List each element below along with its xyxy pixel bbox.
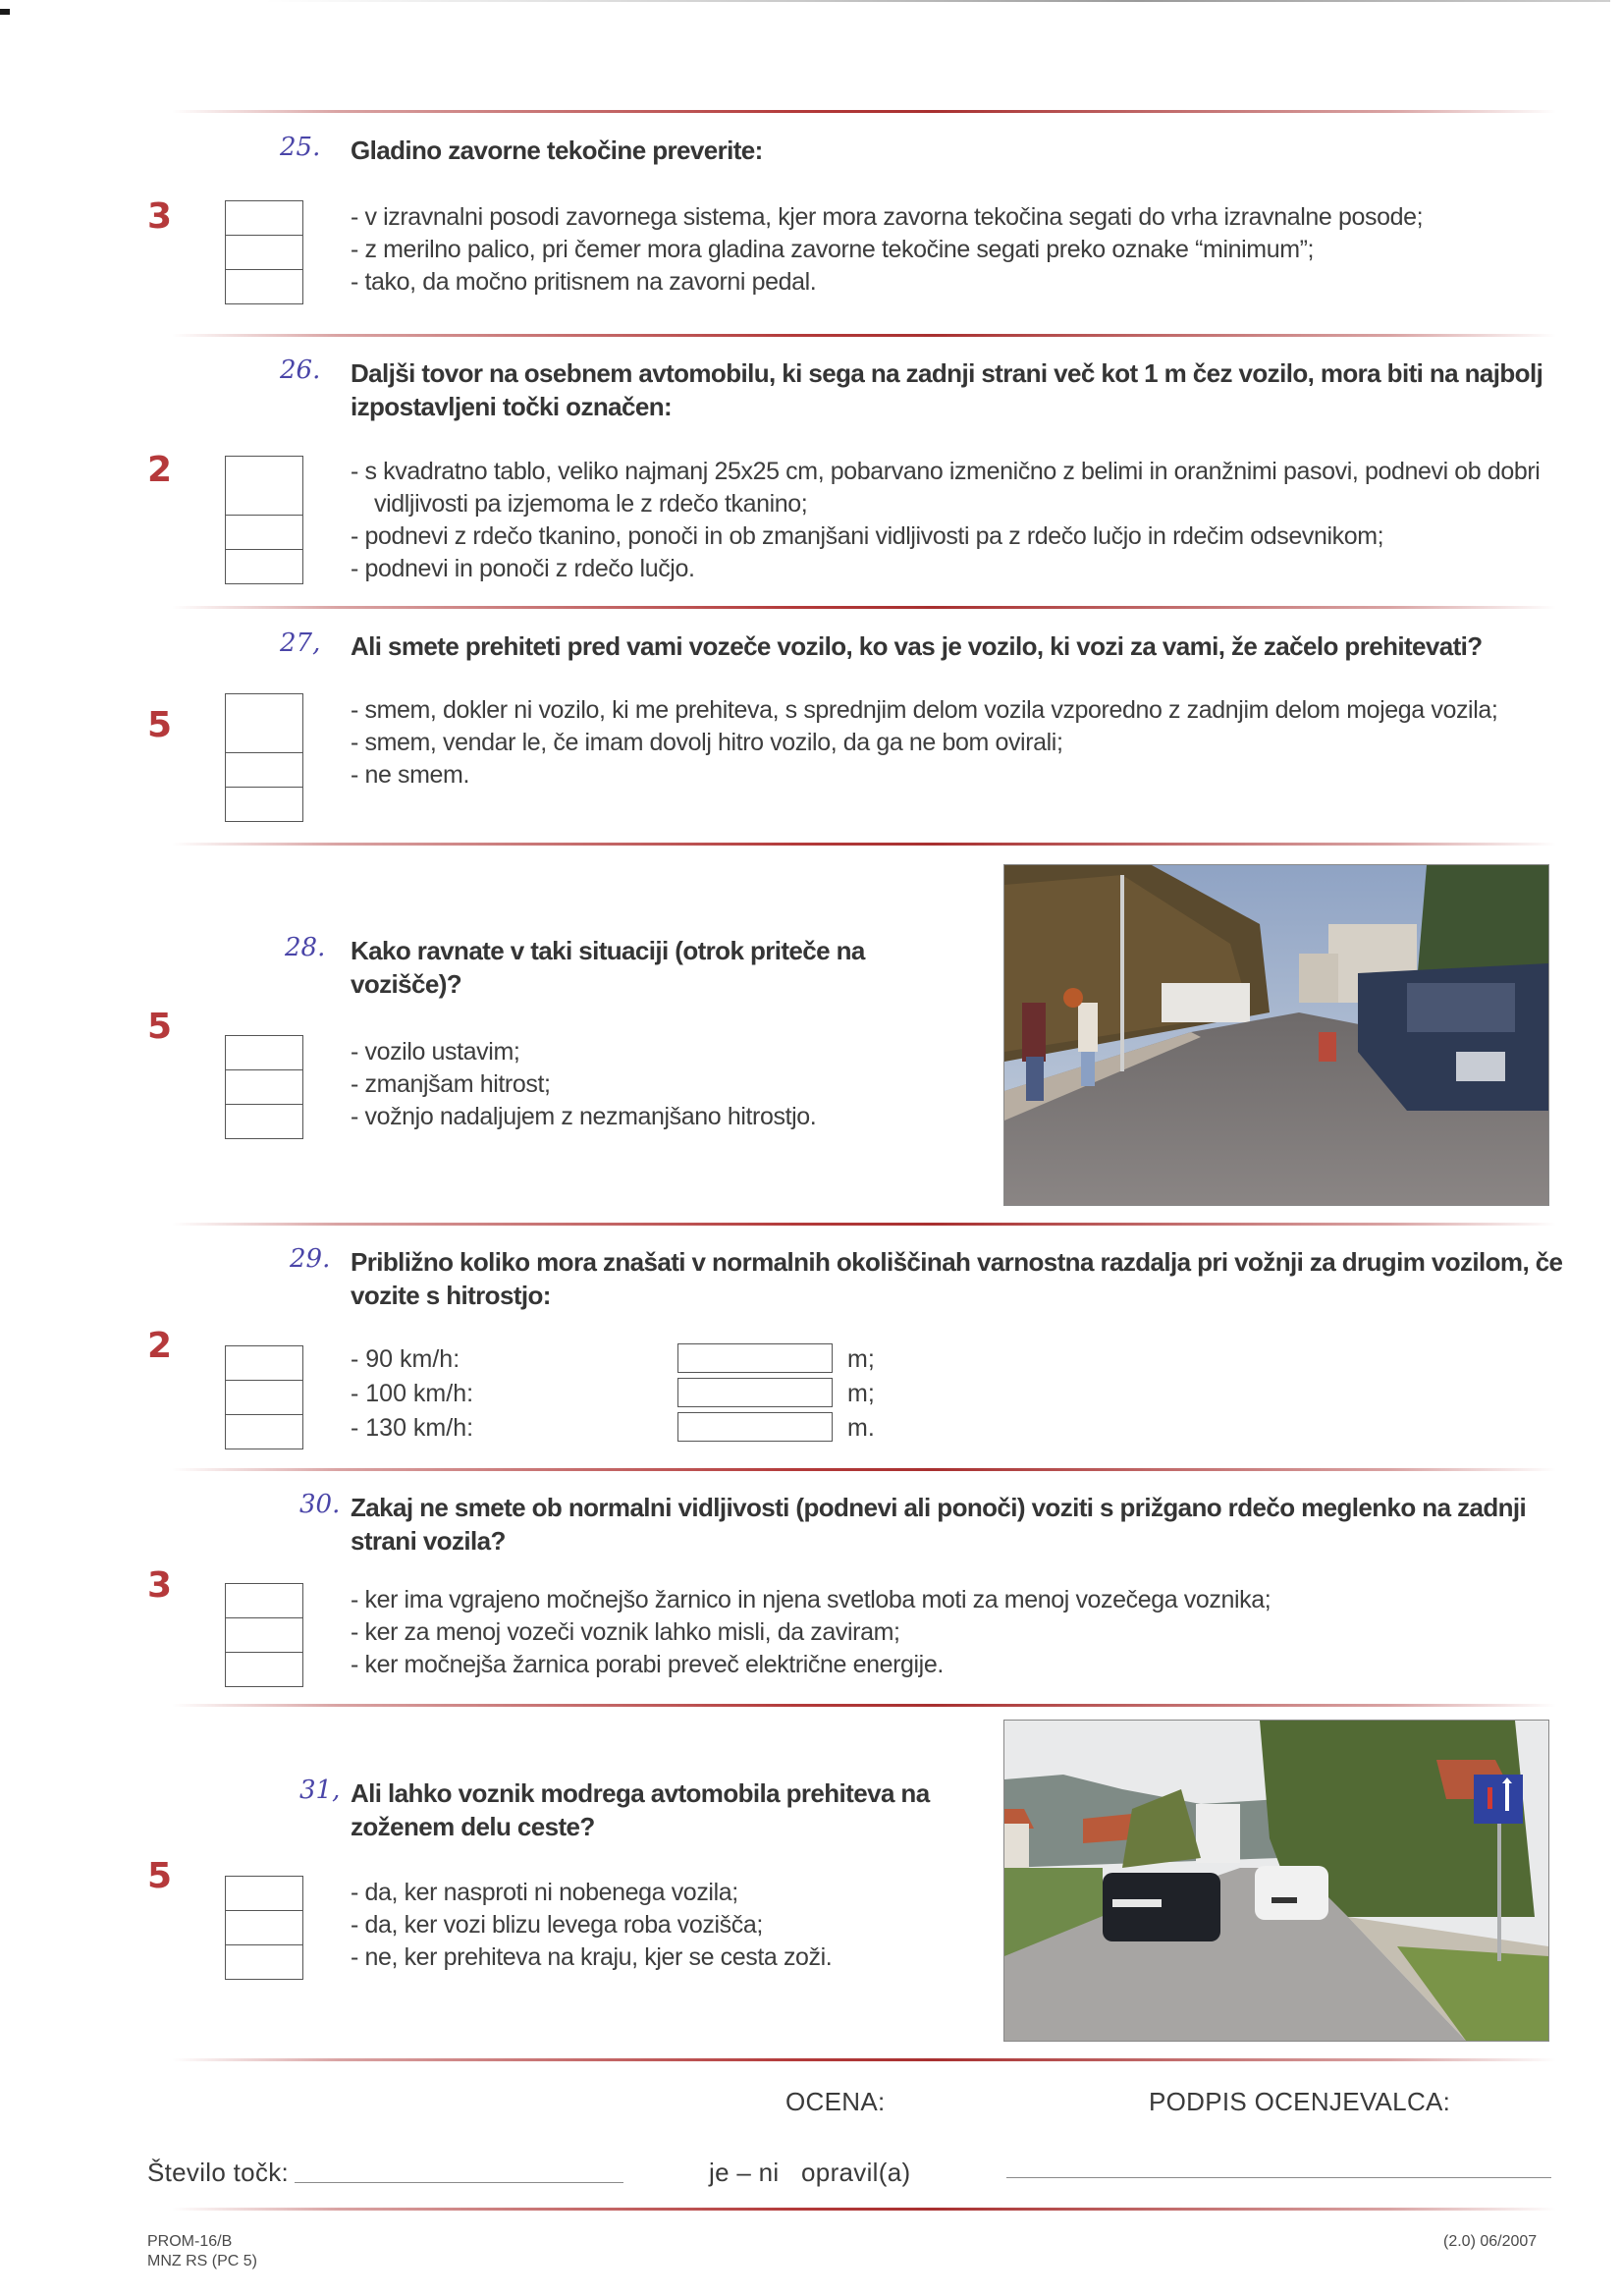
points-total-input[interactable] bbox=[295, 2182, 623, 2183]
points-value: 5 bbox=[147, 1007, 173, 1047]
answer-checkbox[interactable] bbox=[226, 1036, 302, 1070]
divider bbox=[172, 2208, 1556, 2211]
distance-input-130[interactable] bbox=[677, 1412, 833, 1442]
answer-checkbox[interactable] bbox=[226, 1070, 302, 1105]
handwritten-number: 26. bbox=[280, 355, 321, 385]
answer-list bbox=[351, 1584, 1568, 1681]
question-text: Daljši tovor na osebnem avtomobilu, ki sega na zadnji strani več kot 1 m čez vozilo, mora biti na najbolj izpostavljeni točki označen: bbox=[351, 358, 1543, 421]
answer-option: - da, ker nasproti ni nobenega vozila; bbox=[351, 1879, 738, 1906]
street-child-running-photo bbox=[1003, 864, 1549, 1206]
answer-checkbox[interactable] bbox=[226, 788, 302, 821]
answer-checkbox[interactable] bbox=[226, 1945, 302, 1979]
answer-list bbox=[351, 201, 1568, 299]
answer-checkboxes bbox=[225, 200, 303, 304]
answer-checkboxes bbox=[225, 456, 303, 584]
signature-input[interactable] bbox=[1006, 2177, 1551, 2178]
version-label: (2.0) 06/2007 bbox=[1443, 2233, 1538, 2250]
answer-option: - v izravnalni posodi zavornega sistema, kjer mora zavorna tekočina segati do vrha izravnalne posode; bbox=[351, 203, 1424, 231]
answer-checkbox[interactable] bbox=[226, 753, 302, 788]
answer-list bbox=[351, 694, 1568, 792]
answer-option: - vozilo ustavim; bbox=[351, 1038, 520, 1066]
answer-option: - ker ima vgrajeno močnejšo žarnico in njena svetloba moti za menoj vozečega voznika; bbox=[351, 1586, 1271, 1613]
answer-checkbox[interactable] bbox=[226, 1618, 302, 1653]
narrow-road-cars-photo bbox=[1003, 1720, 1549, 2042]
question-text: Ali smete prehiteti pred vami vozeče vozilo, ko vas je vozilo, ki vozi za vami, že začelo prehitevati? bbox=[351, 631, 1483, 661]
form-code-line1: PROM-16/B bbox=[147, 2233, 233, 2250]
points-value: 2 bbox=[147, 1326, 173, 1366]
divider bbox=[172, 843, 1556, 846]
answer-option: - ne smem. bbox=[351, 761, 470, 789]
answer-checkbox[interactable] bbox=[226, 1415, 302, 1449]
unit-label: m. bbox=[847, 1414, 875, 1442]
signature-label: PODPIS OCENJEVALCA: bbox=[1149, 2087, 1451, 2116]
speed-label: - 100 km/h: bbox=[351, 1380, 474, 1407]
divider bbox=[172, 1223, 1556, 1226]
unit-label: m; bbox=[847, 1345, 875, 1373]
points-value: 3 bbox=[147, 1565, 173, 1606]
answer-checkbox[interactable] bbox=[226, 201, 302, 236]
divider bbox=[172, 1468, 1556, 1471]
answer-option: - zmanjšam hitrost; bbox=[351, 1070, 551, 1098]
answer-option: - tako, da močno pritisnem na zavorni pedal. bbox=[351, 268, 817, 296]
handwritten-number: 27, bbox=[280, 629, 321, 658]
answer-checkbox[interactable] bbox=[226, 1877, 302, 1911]
answer-checkbox[interactable] bbox=[226, 457, 302, 516]
handwritten-number: 29. bbox=[290, 1244, 331, 1274]
answer-option: - podnevi in ponoči z rdečo lučjo. bbox=[351, 555, 695, 582]
points-value: 3 bbox=[147, 196, 173, 237]
scan-edge bbox=[265, 0, 1610, 2]
speed-label: - 130 km/h: bbox=[351, 1414, 474, 1442]
points-value: 5 bbox=[147, 705, 173, 745]
points-value: 2 bbox=[147, 450, 173, 490]
question-text: Ali lahko voznik modrega avtomobila prehiteva na zoženem delu ceste? bbox=[351, 1778, 930, 1841]
answer-list bbox=[351, 456, 1568, 585]
answer-option: - ker za menoj vozeči voznik lahko misli, da zaviram; bbox=[351, 1618, 900, 1646]
unit-label: m; bbox=[847, 1380, 875, 1407]
answer-list bbox=[351, 1036, 959, 1133]
distance-input-100[interactable] bbox=[677, 1378, 833, 1407]
answer-checkboxes bbox=[225, 1345, 303, 1449]
answer-option: - ker močnejša žarnica porabi preveč električne energije. bbox=[351, 1651, 944, 1678]
handwritten-number: 25. bbox=[280, 133, 321, 162]
handwritten-number: 31, bbox=[299, 1776, 341, 1805]
question-text: Gladino zavorne tekočine preverite: bbox=[351, 136, 763, 165]
points-value: 5 bbox=[147, 1856, 173, 1896]
speed-label: - 90 km/h: bbox=[351, 1345, 460, 1373]
form-code bbox=[147, 2232, 257, 2271]
answer-checkbox[interactable] bbox=[226, 694, 302, 753]
answer-checkbox[interactable] bbox=[226, 516, 302, 550]
answer-option: - da, ker vozi blizu levega roba vozišča; bbox=[351, 1911, 763, 1939]
divider bbox=[172, 334, 1556, 337]
passed-status-label: je – ni opravil(a) bbox=[709, 2158, 911, 2187]
answer-checkbox[interactable] bbox=[226, 1346, 302, 1381]
points-total-label: Število točk: bbox=[147, 2158, 290, 2187]
grade-label: OCENA: bbox=[785, 2087, 886, 2116]
handwritten-number: 28. bbox=[285, 933, 326, 962]
distance-input-90[interactable] bbox=[677, 1343, 833, 1373]
answer-option: - podnevi z rdečo tkanino, ponoči in ob zmanjšani vidljivosti pa z rdečo lučjo in rdečim odsevnikom; bbox=[351, 522, 1384, 550]
answer-checkbox[interactable] bbox=[226, 1381, 302, 1415]
question-text: Približno koliko mora znašati v normalnih okoliščinah varnostna razdalja pri vožnji za drugim vozilom, če vozite s hitrostjo: bbox=[351, 1247, 1563, 1310]
answer-checkboxes bbox=[225, 1876, 303, 1980]
answer-checkbox[interactable] bbox=[226, 550, 302, 583]
answer-checkbox[interactable] bbox=[226, 1105, 302, 1138]
answer-list bbox=[351, 1877, 959, 1974]
answer-option: - z merilno palico, pri čemer mora gladina zavorne tekočine segati preko oznake “minimum”; bbox=[351, 236, 1315, 263]
answer-checkbox[interactable] bbox=[226, 1911, 302, 1945]
question-text: Zakaj ne smete ob normalni vidljivosti (podnevi ali ponoči) voziti s prižgano rdečo meglenko na zadnji strani vozila? bbox=[351, 1493, 1527, 1556]
divider bbox=[172, 1704, 1556, 1707]
handwritten-number: 30. bbox=[299, 1490, 341, 1519]
answer-option: - s kvadratno tablo, veliko najmanj 25x25 cm, pobarvano izmenično z belimi in oranžnimi pasovi, podnevi ob dobri vidljivosti pa izjemoma le z rdečo tkanino; bbox=[351, 458, 1541, 518]
answer-checkboxes bbox=[225, 1035, 303, 1139]
answer-option: - smem, vendar le, če imam dovolj hitro vozilo, da ga ne bom ovirali; bbox=[351, 729, 1063, 756]
answer-checkbox[interactable] bbox=[226, 236, 302, 270]
answer-option: - smem, dokler ni vozilo, ki me prehiteva, s sprednjim delom vozila vzporedno z zadnjim delom mojega vozila; bbox=[351, 696, 1498, 724]
divider bbox=[172, 2058, 1556, 2061]
scan-mark bbox=[0, 9, 10, 15]
form-code-line2: MNZ RS (PC 5) bbox=[147, 2253, 257, 2269]
answer-checkbox[interactable] bbox=[226, 1653, 302, 1686]
answer-checkbox[interactable] bbox=[226, 270, 302, 303]
answer-option: - ne, ker prehiteva na kraju, kjer se cesta zoži. bbox=[351, 1943, 833, 1971]
divider bbox=[172, 606, 1556, 609]
answer-checkbox[interactable] bbox=[226, 1584, 302, 1618]
answer-checkboxes bbox=[225, 693, 303, 822]
question-text: Kako ravnate v taki situaciji (otrok priteče na vozišče)? bbox=[351, 936, 865, 999]
divider bbox=[172, 110, 1556, 113]
answer-option: - vožnjo nadaljujem z nezmanjšano hitrostjo. bbox=[351, 1103, 817, 1130]
answer-checkboxes bbox=[225, 1583, 303, 1687]
